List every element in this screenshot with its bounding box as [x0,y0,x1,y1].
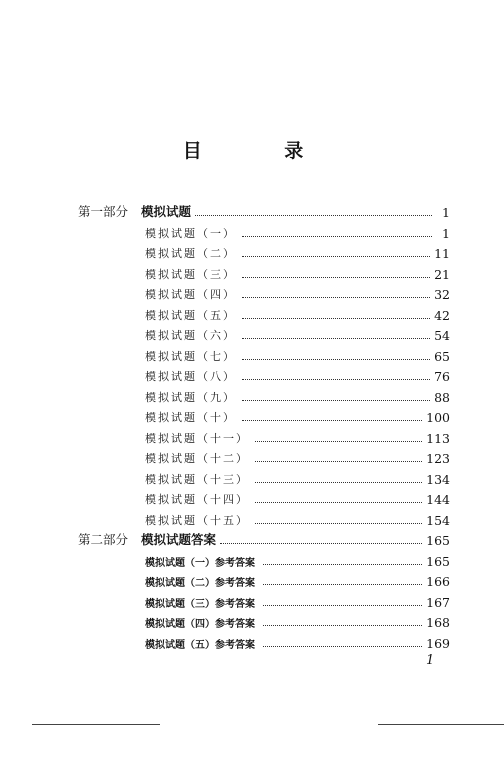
toc-page-number: 113 [426,430,450,446]
toc-entry-line [145,225,450,241]
toc-entry[interactable] [0,510,504,530]
toc-entry[interactable] [0,346,504,366]
toc-page-number: 65 [434,348,450,364]
dot-leader [263,584,422,585]
dot-leader [195,215,432,216]
dot-leader [220,543,422,544]
toc-page-number: 165 [426,533,450,548]
toc-entry-line [145,245,450,261]
toc-entry[interactable] [0,428,504,448]
footer-rule-left [32,724,160,725]
toc-entry-line [145,574,450,589]
toc-entry-title: 模拟试题 [141,204,192,219]
dot-leader [255,523,422,524]
toc-entry-title: 模拟试题（十三） [145,472,249,486]
toc-entry-line [145,512,450,528]
toc-entry-line [141,202,450,220]
dot-leader [242,359,430,360]
dot-leader [242,400,430,401]
toc-page-number: 165 [426,553,450,569]
toc-entry-line [145,286,450,302]
page-title: 目 录 [182,140,342,162]
toc-page-number: 134 [426,471,450,487]
toc-entry[interactable] [0,530,504,550]
toc-entry[interactable] [0,489,504,509]
dot-leader [242,338,430,339]
toc-entry-title: 模拟试题（三） [145,267,236,281]
toc-entry[interactable] [0,325,504,345]
toc-entry-line [145,636,450,651]
toc-entry-line [145,471,450,487]
toc-page-number: 169 [426,635,450,651]
dot-leader [242,297,430,298]
dot-leader [242,379,430,380]
dot-leader [242,277,430,278]
dot-leader [263,564,422,565]
toc-page-number: 154 [426,512,450,528]
toc-page-number: 167 [426,594,450,610]
toc-page-number: 88 [434,389,450,405]
dot-leader [263,605,422,606]
dot-leader [242,420,422,421]
toc-entry[interactable] [0,592,504,612]
dot-leader [242,318,430,319]
toc-entry-title: 模拟试题（十四） [145,493,249,506]
toc-entry-line [145,307,450,323]
toc-page-number: 21 [434,266,450,282]
toc-entry-title: 模拟试题（十二） [145,452,249,465]
toc-entry[interactable] [0,469,504,489]
toc-entry-title: 模拟试题（二）参考答案 [145,578,255,589]
toc-entry-line [145,389,450,405]
toc-entry-title: 模拟试题（七） [145,349,236,363]
dot-leader [255,482,422,483]
toc-page-number: 166 [426,574,450,589]
toc-entry-line [145,348,450,364]
toc-entry-line [141,530,450,548]
toc-entry-title: 模拟试题（五）参考答案 [145,639,255,651]
toc-entry[interactable] [0,223,504,243]
toc-page-number: 144 [426,492,450,507]
toc-entry[interactable] [0,551,504,571]
toc-entry-line [145,409,450,425]
toc-entry-title: 模拟试题答案 [141,532,217,547]
toc-entry-line [145,595,450,610]
toc-page-number: 76 [434,369,450,384]
toc-page-number: 1 [442,205,450,220]
toc-entry[interactable] [0,202,504,222]
toc-page-number: 11 [434,246,450,261]
toc-entry-title: 模拟试题（十一） [145,431,249,445]
toc-entry[interactable] [0,243,504,263]
toc-page-number: 168 [426,615,450,630]
page-number: 1 [426,653,435,668]
toc-entry[interactable] [0,633,504,653]
toc-part-label: 第一部分 [78,204,129,219]
toc-entry-title: 模拟试题（一） [145,226,236,240]
toc-entry-title: 模拟试题（六） [145,329,236,342]
toc-entry-line [145,615,450,630]
toc-entry-title: 模拟试题（一）参考答案 [145,557,255,569]
toc-entry[interactable] [0,284,504,304]
toc-entry-title: 模拟试题（十） [145,411,236,424]
toc-entry[interactable] [0,387,504,407]
dot-leader [242,236,432,237]
toc-page-number: 100 [426,410,450,425]
toc-entry[interactable] [0,612,504,632]
dot-leader [242,256,430,257]
toc-entry-title: 模拟试题（九） [145,390,236,404]
toc-entry-title: 模拟试题（五） [145,308,236,322]
toc-entry-line [145,430,450,446]
toc-entry-line [145,554,450,569]
toc-entry-line [145,450,450,466]
toc-entry[interactable] [0,448,504,468]
toc-entry-title: 模拟试题（二） [145,247,236,260]
toc-page-number: 123 [426,451,450,466]
dot-leader [255,441,422,442]
toc-entry-line [145,266,450,282]
toc-page-number: 32 [434,287,450,302]
toc-entry[interactable] [0,571,504,591]
toc-entry-title: 模拟试题（三）参考答案 [145,598,255,610]
toc-entry-title: 模拟试题（十五） [145,513,249,527]
dot-leader [263,625,422,626]
toc-page-number: 42 [434,307,450,323]
toc-entry-title: 模拟试题（四）参考答案 [145,619,255,630]
toc-entry-line [145,368,450,384]
dot-leader [255,461,422,462]
toc-page-number: 1 [442,225,450,241]
toc-page-number: 54 [434,328,450,343]
toc-entry[interactable] [0,407,504,427]
toc-entry-line [145,491,450,507]
footer-rule-right [378,724,504,725]
toc-entry-title: 模拟试题（八） [145,370,236,383]
toc-entry[interactable] [0,366,504,386]
toc-entry[interactable] [0,264,504,284]
dot-leader [255,502,422,503]
toc-entry[interactable] [0,305,504,325]
toc-entry-title: 模拟试题（四） [145,288,236,301]
toc-part-label: 第二部分 [78,532,129,547]
dot-leader [263,646,422,647]
toc-entry-line [145,327,450,343]
